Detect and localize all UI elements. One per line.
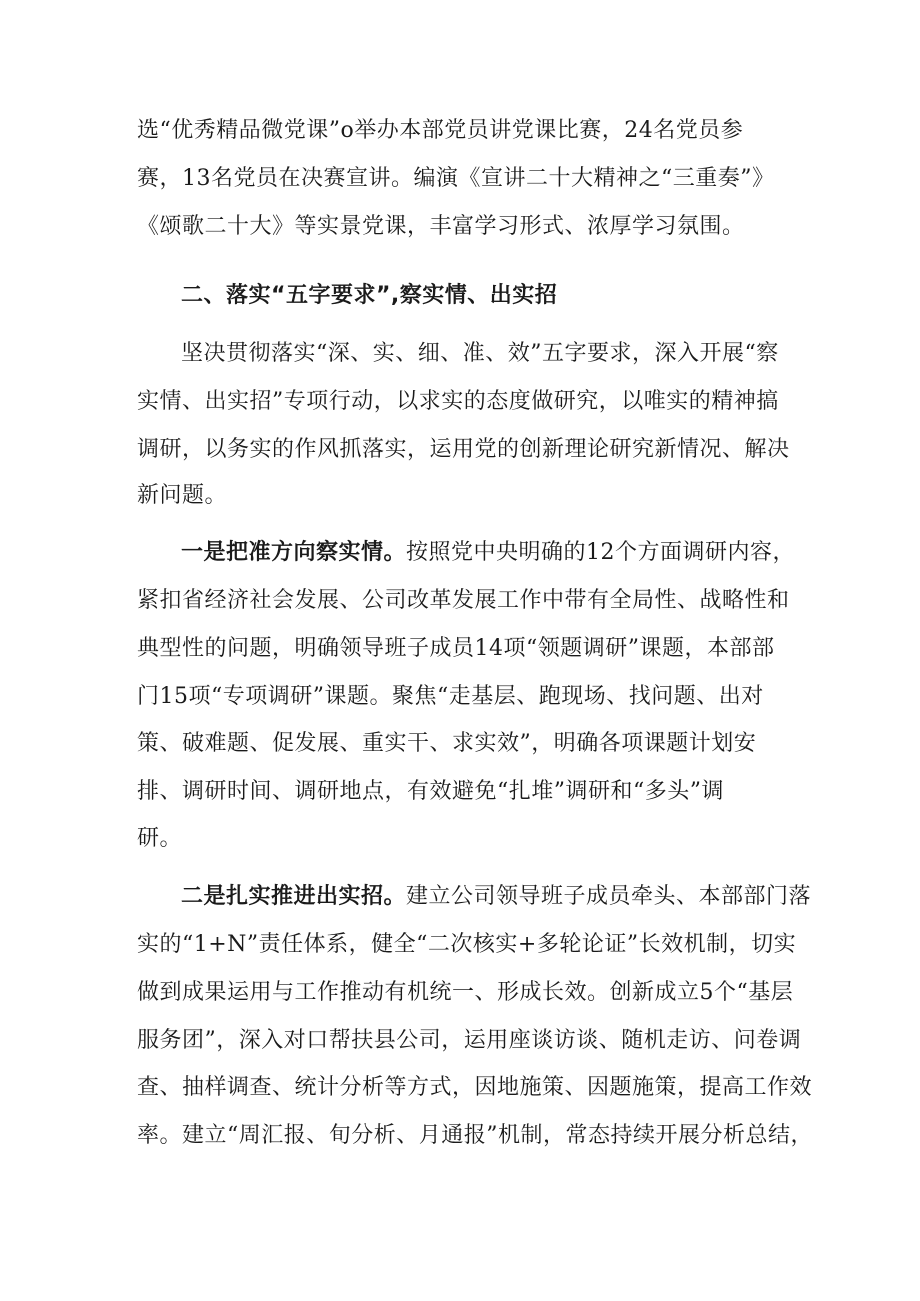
para2-line-1: 坚决贯彻落实“深、实、细、准、效”五字要求，深入开展“察 — [181, 341, 779, 366]
para3-line-4: 门15项“专项调研”课题。聚焦“走基层、跑现场、找问题、出对 — [137, 684, 764, 709]
para2-line-3: 调研，以务实的作风抓落实，运用党的创新理论研究新情况、解决 — [137, 437, 790, 462]
para1-line-2: 赛，13名党员在决赛宣讲。编演《宣讲二十大精神之“三重奏”》 — [137, 166, 775, 191]
para4-line-5: 查、抽样调查、统计分析等方式，因地施策、因题施策，提高工作效 — [137, 1075, 813, 1100]
para3-line-2: 紧扣省经济社会发展、公司改革发展工作中带有全局性、战略性和 — [137, 588, 790, 613]
para4-lead: 二是扎实推进出实招。 — [181, 884, 407, 909]
para4-line-6: 率。建立“周汇报、旬分析、月通报”机制，常态持续开展分析总结， — [137, 1123, 813, 1148]
para3-line-5: 策、破难题、促发展、重实干、求实效”，明确各项课题计划安 — [137, 731, 757, 756]
section-heading: 二、落实“五字要求”,察实情、出实招 — [181, 283, 558, 308]
para3-lead: 一是把准方向察实情。 — [181, 540, 407, 565]
para3-line-3: 典型性的问题，明确领导班子成员14项“领题调研”课题，本部部 — [137, 636, 775, 661]
para4-line-1-text: 建立公司领导班子成员牵头、本部部门落 — [406, 884, 812, 909]
para2-line-2: 实情、出实招”专项行动，以求实的态度做研究，以唯实的精神搞 — [137, 389, 779, 414]
para1-line-3: 《颂歌二十大》等实景党课，丰富学习形式、浓厚学习氛围。 — [137, 214, 745, 239]
para4-line-4: 服务团”，深入对口帮扶县公司，运用座谈访谈、随机走访、问卷调 — [137, 1028, 802, 1053]
para3-line-7: 研。 — [137, 826, 183, 851]
para4-line-3: 做到成果运用与工作推动有机统一、形成长效。创新成立5个“基层 — [137, 980, 794, 1005]
para1-line-1: 选“优秀精品微党课”o举办本部党员讲党课比赛，24名党员参 — [137, 118, 744, 143]
para2-line-4: 新问题。 — [137, 483, 228, 508]
para4-line-2: 实的“1+N”责任体系，健全“二次核实+多轮论证”长效机制，切实 — [137, 932, 797, 957]
para3-line-6: 排、调研时间、调研地点，有效避免“扎堆”调研和“多头”调 — [137, 779, 724, 804]
para3-line-1-text: 按照党中央明确的12个方面调研内容， — [406, 540, 796, 565]
para4-line-1 — [181, 882, 811, 912]
para3-line-1 — [181, 538, 795, 568]
